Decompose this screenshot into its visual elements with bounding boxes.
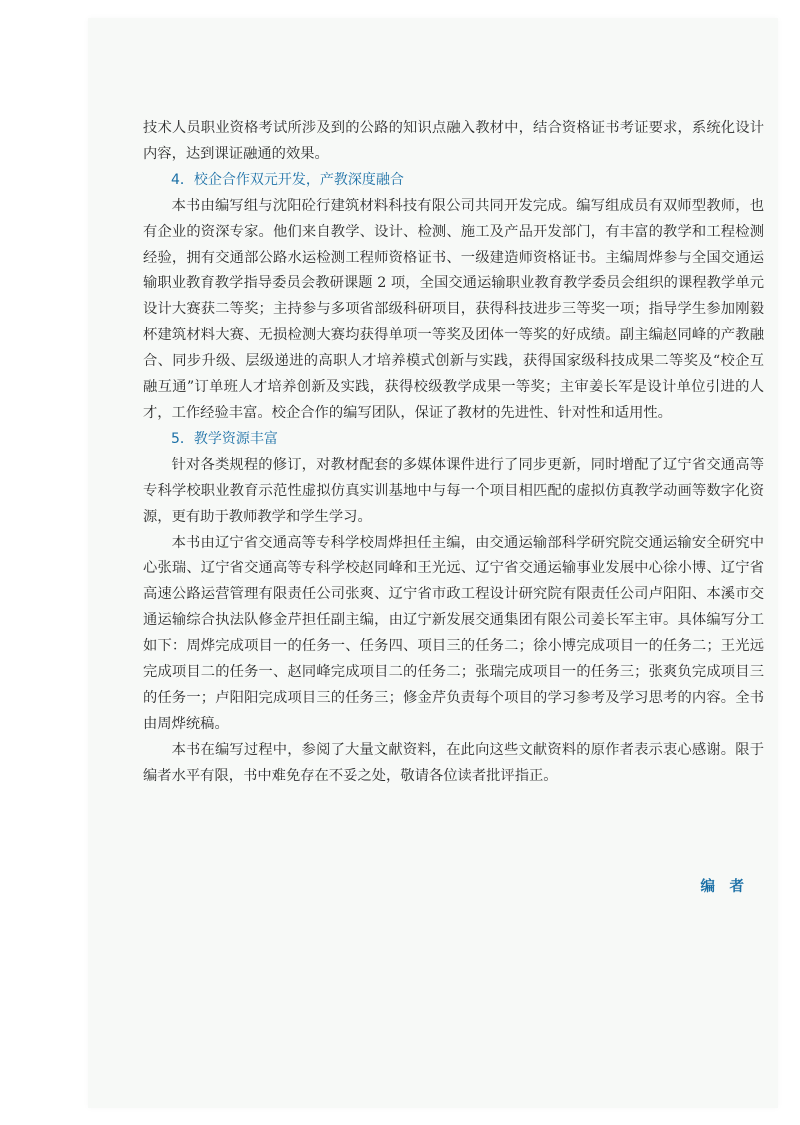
paragraph-continuation: 技术人员职业资格考试所涉及到的公路的知识点融入教材中，结合资格证书考证要求，系统化设计内容，达到课证融通的效果。 [143, 120, 764, 162]
paragraph-authors: 本书由辽宁省交通高等专科学校周烨担任主编，由交通运输部科学研究院交通运输安全研究中心张瑞、辽宁省交通高等专科学校赵同峰和王光远、辽宁省交通运输事业发展中心徐小博、辽宁省高速公路运营管理有限责任公司张爽、辽宁省市政工程设计研究院有限责任公司卢阳阳、本溪市交通运输综合执法队修金芹担任副主编，由辽宁新发展交通集团有限公司姜长军主审。具体编写分工如下：周烨完成项目一的任务一、任务四、项目三的任务二；徐小博完成项目一的任务二；王光远完成项目二的任务一、赵同峰完成项目二的任务二；张瑞完成项目一的任务三；张爽负完成项目三的任务一；卢阳阳完成项目三的任务三；修金芹负责每个项目的学习参考及学习思考的内容。全书由周烨统稿。 [143, 534, 764, 732]
editor-signature: 编 者 [700, 879, 744, 895]
section-heading-4: 4．校企合作双元开发，产教深度融合 [171, 171, 404, 188]
paragraph-resources: 针对各类规程的修订，对教材配套的多媒体课件进行了同步更新，同时增配了辽宁省交通高等专科学校职业教育示范性虚拟仿真实训基地中与每一个项目相匹配的虚拟仿真教学动画等数字化资源，更有助于教师教学和学生学习。 [143, 456, 764, 525]
section-heading-5: 5．教学资源丰富 [171, 430, 278, 447]
paragraph-school-enterprise: 本书由编写组与沈阳砼行建筑材料科技有限公司共同开发完成。编写组成员有双师型教师，也有企业的资深专家。他们来自教学、设计、检测、施工及产品开发部门，有丰富的教学和工程检测经验，拥有交通部公路水运检测工程师资格证书、一级建造师资格证书。主编周烨参与全国交通运输职业教育教学指导委员会教研课题 2 项，全国交通运输职业教育教学委员会组织的课程教学单元设计大赛获二等奖；主持参与多项省部级科研项目，获得科技进步三等奖一项；指导学生参加刚毅杯建筑材料大赛、无损检测大赛均获得单项一等奖及团体一等奖的好成绩。副主编赵同峰的产教融合、同步升级、层级递进的高职人才培养模式创新与实践，获得国家级科技成果二等奖及“校企互融互通”订单班人才培养创新及实践，获得校级教学成果一等奖；主审姜长军是设计单位引进的人才，工作经验丰富。校企合作的编写团队，保证了教材的先进性、针对性和适用性。 [143, 197, 764, 421]
paragraph-acknowledgement: 本书在编写过程中，参阅了大量文献资料，在此向这些文献资料的原作者表示衷心感谢。限于编者水平有限，书中难免存在不妥之处，敬请各位读者批评指正。 [143, 741, 764, 784]
preface-body [143, 116, 764, 790]
